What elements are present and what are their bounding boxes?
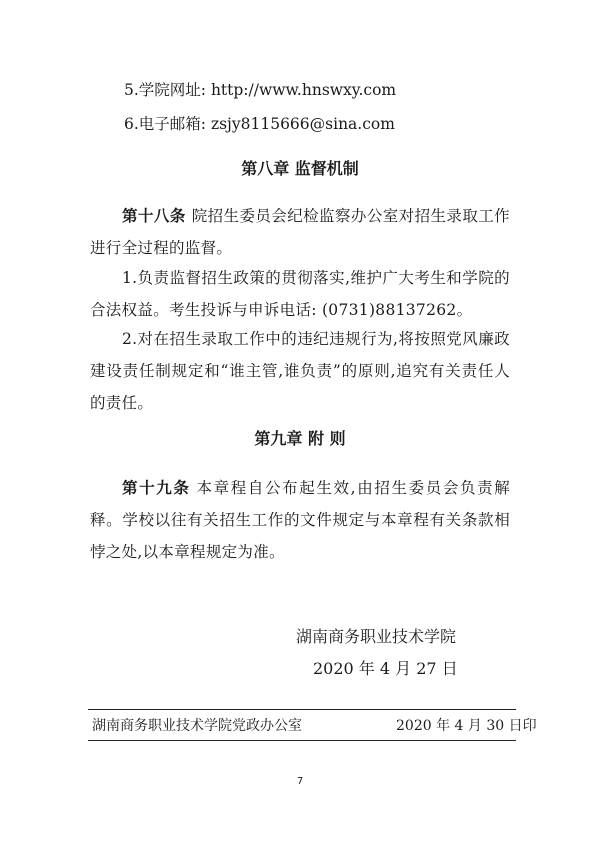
email-line: 6.电子邮箱: zsjy8115666@sina.com xyxy=(124,115,395,133)
page-number: 7 xyxy=(296,776,304,787)
website-line: 5.学院网址: http://www.hnswxy.com xyxy=(124,81,397,99)
signature-organization: 湖南商务职业技术学院 xyxy=(296,627,457,646)
article-19 xyxy=(90,472,510,568)
signature-date: 2020 年 4 月 27 日 xyxy=(313,659,458,678)
article-18 xyxy=(90,200,510,264)
article-19-label: 第十九条 xyxy=(122,479,191,497)
footer-print-date: 2020 年 4 月 30 日印 xyxy=(396,718,537,734)
article-18-label: 第十八条 xyxy=(122,207,186,225)
chapter-9-heading: 第九章 附 则 xyxy=(254,429,346,448)
article-18-item-1: 1.负责监督招生政策的贯彻落实,维护广大考生和学院的合法权益。考生投诉与申诉电话: (0731)88137262。 xyxy=(90,269,510,319)
chapter-8-heading: 第八章 监督机制 xyxy=(241,159,359,178)
article-19-text: 本章程自公布起生效,由招生委员会负责解释。学校以往有关招生工作的文件规定与本章程有关条款相悖之处,以本章程规定为准。 xyxy=(90,479,510,561)
footer-rule-bottom xyxy=(88,740,516,741)
footer-rule-top xyxy=(88,709,516,710)
article-18-text: 院招生委员会纪检监察办公室对招生录取工作进行全过程的监督。 xyxy=(90,207,510,257)
footer-issuer: 湖南商务职业技术学院党政办公室 xyxy=(92,718,302,734)
article-18-item-2: 2.对在招生录取工作中的违纪违规行为,将按照党风廉政建设责任制规定和“谁主管,谁负责”的原则,追究有关责任人的责任。 xyxy=(90,330,510,412)
